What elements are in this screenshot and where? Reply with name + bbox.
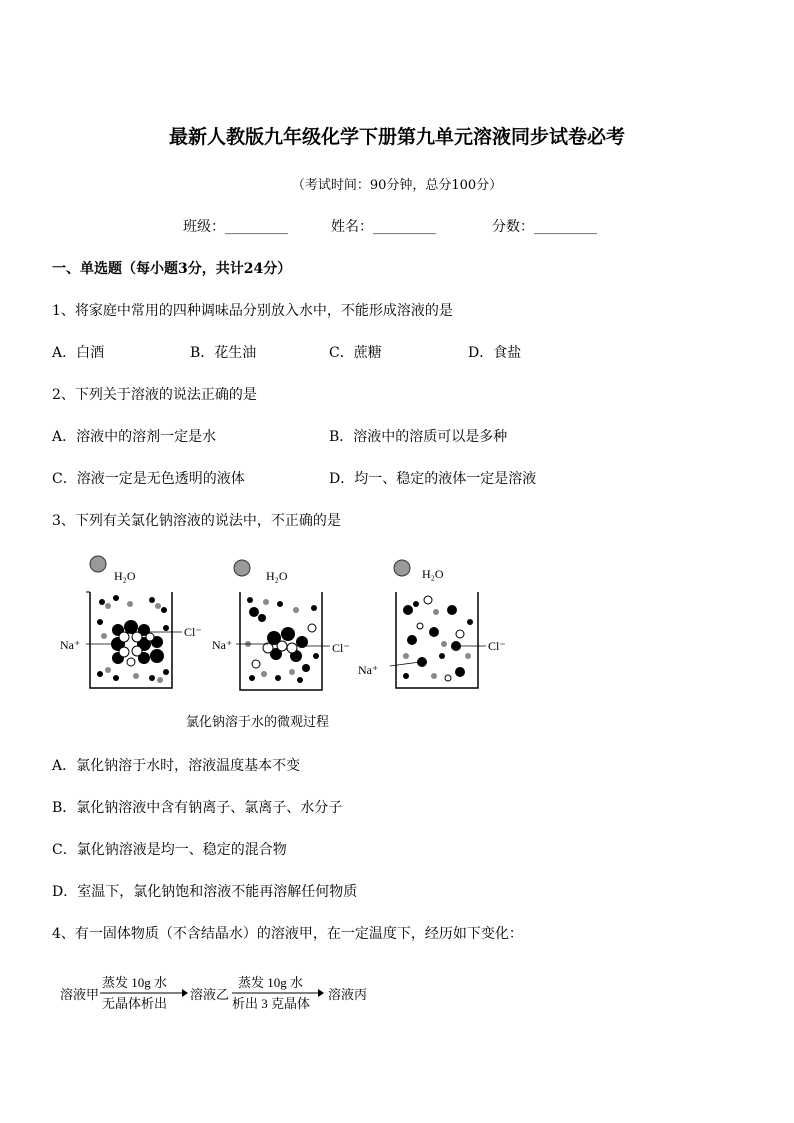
q2-option-d: D．均一、稳定的液体一定是溶液	[329, 471, 537, 487]
na-label-1: Na⁺	[60, 638, 81, 652]
water-label-2: H₂O	[266, 569, 288, 583]
q1-option-b: B．花生油	[190, 345, 257, 361]
cl-label-3: Cl⁻	[488, 639, 506, 653]
nacl-dissolving-figure	[56, 552, 516, 702]
beaker-2	[212, 560, 350, 690]
question-3-stem: 3、下列有关氯化钠溶液的说法中，不正确的是	[52, 513, 341, 529]
q1-option-d: D．食盐	[468, 345, 522, 361]
water-label-3: H₂O	[422, 567, 444, 581]
q1-option-a: A．白酒	[52, 345, 105, 361]
section-heading: 一、单选题（每小题3分，共计24分）	[52, 261, 292, 277]
step1-bottom: 无晶体析出	[102, 996, 168, 1011]
exam-info: （考试时间：90分钟，总分100分）	[291, 178, 503, 193]
beaker-1	[60, 556, 202, 688]
cl-label-1: Cl⁻	[184, 625, 202, 639]
q1-option-c: C．蔗糖	[329, 345, 382, 361]
q3-option-c: C．氯化钠溶液是均一、稳定的混合物	[52, 842, 287, 858]
solution-a: 溶液甲	[60, 987, 100, 1002]
q3-option-b: B．氯化钠溶液中含有钠离子、氯离子、水分子	[52, 800, 343, 816]
question-2-stem: 2、下列关于溶液的说法正确的是	[52, 387, 257, 403]
score-field: 分数：_________	[492, 219, 597, 235]
cl-label-2: Cl⁻	[332, 641, 350, 655]
q2-option-c: C．溶液一定是无色透明的液体	[52, 471, 245, 487]
na-label-2: Na⁺	[212, 638, 233, 652]
class-field: 班级：_________	[183, 219, 288, 235]
question-4-stem: 4、有一固体物质（不含结晶水）的溶液甲，在一定温度下，经历如下变化：	[52, 926, 523, 942]
process-diagram	[58, 970, 378, 1016]
step1-top: 蒸发 10g 水	[102, 975, 168, 990]
na-label-3: Na⁺	[358, 663, 379, 677]
q2-option-b: B．溶液中的溶质可以是多种	[329, 429, 508, 445]
step2-bottom: 析出 3 克晶体	[232, 996, 311, 1011]
figure-caption: 氯化钠溶于水的微观过程	[186, 715, 330, 730]
page-title: 最新人教版九年级化学下册第九单元溶液同步试卷必考	[168, 126, 625, 148]
solution-b: 溶液乙	[190, 987, 230, 1002]
question-1-stem: 1、将家庭中常用的四种调味品分别放入水中，不能形成溶液的是	[52, 303, 453, 319]
beaker-3	[358, 560, 506, 688]
water-label-1: H₂O	[114, 569, 136, 583]
name-field: 姓名：_________	[331, 219, 436, 235]
q3-option-a: A．氯化钠溶于水时，溶液温度基本不变	[52, 758, 301, 774]
solution-c: 溶液丙	[328, 987, 368, 1002]
q2-option-a: A．溶液中的溶剂一定是水	[52, 429, 217, 445]
step2-top: 蒸发 10g 水	[238, 975, 304, 990]
q3-option-d: D．室温下，氯化钠饱和溶液不能再溶解任何物质	[52, 884, 358, 900]
